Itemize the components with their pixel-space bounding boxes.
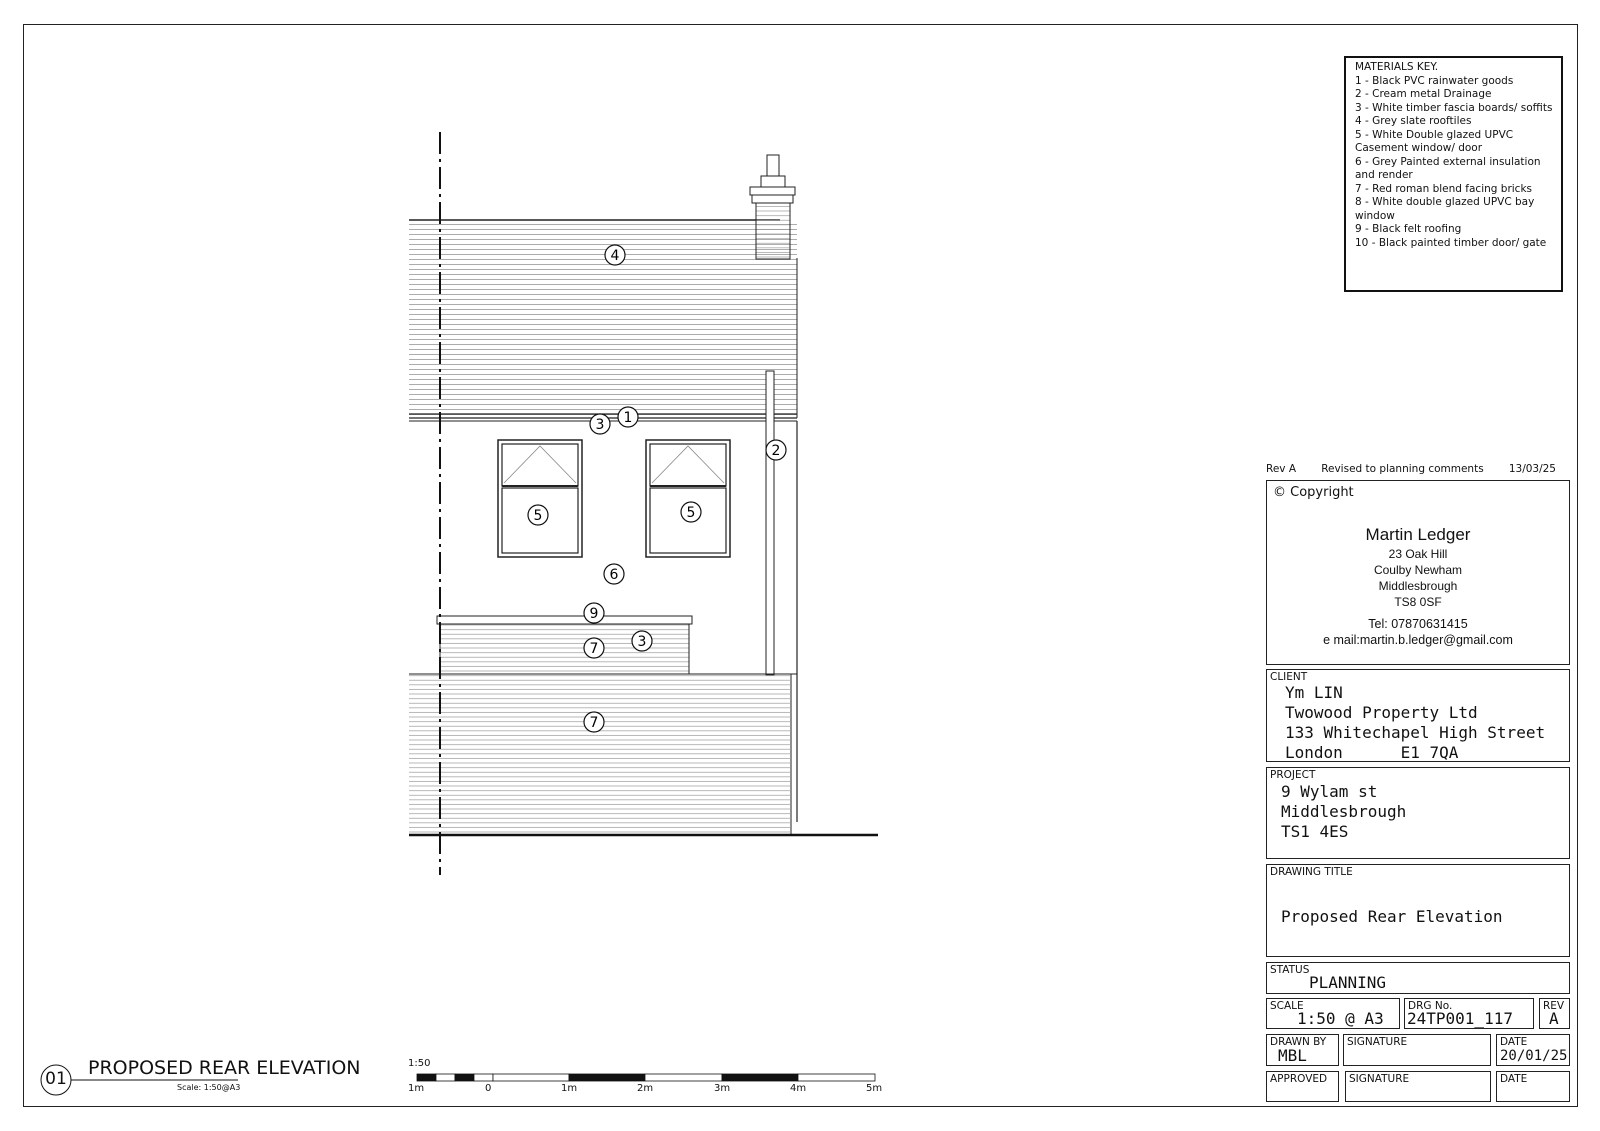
- date-box-1: [1496, 1034, 1570, 1066]
- scale-box: [1266, 998, 1400, 1029]
- scale-value: 1:50 @ A3: [1297, 1009, 1384, 1028]
- window-right: [646, 440, 730, 557]
- drg-no-label: DRG No.: [1408, 1000, 1453, 1012]
- revision-date: 13/03/25: [1508, 463, 1556, 475]
- drawn-by-box: [1266, 1034, 1339, 1066]
- scale-bar-tick-label: 5m: [866, 1083, 883, 1094]
- signature-box-1: [1343, 1034, 1491, 1066]
- materials-key-line: 7 - Red roman blend facing bricks: [1355, 182, 1532, 195]
- date-label-1: DATE: [1500, 1036, 1528, 1048]
- copyright-text: © Copyright: [1273, 485, 1354, 500]
- extension: [437, 616, 692, 674]
- callout-label: 7: [589, 715, 599, 731]
- window-left: [498, 440, 582, 557]
- client-line2: Twowood Property Ltd: [1285, 703, 1478, 722]
- date-value-1: 20/01/25: [1500, 1048, 1568, 1064]
- materials-key-line: 9 - Black felt roofing: [1355, 223, 1462, 235]
- boundary-wall: [409, 674, 797, 835]
- callout-label: 5: [686, 505, 696, 521]
- view-scale-note: Scale: 1:50@A3: [177, 1083, 241, 1092]
- project-label: PROJECT: [1270, 769, 1316, 781]
- architect-box: [1266, 480, 1570, 665]
- architect-address1: 23 Oak Hill: [1388, 547, 1448, 561]
- drg-no-value: 24TP001_117: [1407, 1009, 1513, 1028]
- scale-bar-segment: [493, 1074, 569, 1081]
- rev-label: REV: [1543, 1000, 1565, 1012]
- callout-label: 3: [595, 417, 605, 433]
- architect-address2: Coulby Newham: [1373, 563, 1463, 577]
- callout-label: 9: [589, 606, 599, 622]
- drg-no-box: [1404, 998, 1534, 1029]
- revision-id: Rev A: [1266, 463, 1297, 475]
- date-label-2: DATE: [1500, 1073, 1528, 1085]
- client-line4: London E1 7QA: [1285, 743, 1459, 762]
- status-box: [1266, 962, 1570, 994]
- drawn-by-label: DRAWN BY: [1270, 1036, 1327, 1048]
- materials-key-heading: MATERIALS KEY.: [1355, 61, 1439, 73]
- signature-label-1: SIGNATURE: [1347, 1036, 1408, 1048]
- materials-key-line: 8 - White double glazed UPVC bay: [1355, 196, 1535, 208]
- materials-key-line: 4 - Grey slate rooftiles: [1355, 115, 1472, 127]
- materials-key-line: 3 - White timber fascia boards/ soffits: [1355, 101, 1553, 114]
- approved-box: [1266, 1071, 1339, 1102]
- scale-bar-segment: [455, 1074, 474, 1081]
- project-line3: TS1 4ES: [1281, 822, 1349, 841]
- callout-label: 2: [771, 443, 781, 459]
- materials-key-line: window: [1355, 209, 1395, 222]
- materials-key-line: 6 - Grey Painted external insulation: [1355, 155, 1541, 168]
- signature-box-2: [1345, 1071, 1491, 1102]
- materials-key-line: 10 - Black painted timber door/ gate: [1355, 236, 1547, 249]
- date-box-2: [1496, 1071, 1570, 1102]
- scale-bar-tick-label: 0: [485, 1083, 492, 1094]
- drawing-title-box: [1266, 864, 1570, 957]
- callout-label: 7: [589, 641, 599, 657]
- scale-bar-tick-label: 1m: [408, 1083, 425, 1094]
- architect-postcode: TS8 0SF: [1394, 595, 1442, 609]
- project-box: [1266, 767, 1570, 859]
- view-number: 01: [45, 1069, 67, 1089]
- status-label: STATUS: [1270, 964, 1310, 976]
- scale-bar-segment: [569, 1074, 645, 1081]
- materials-key-line: 1 - Black PVC rainwater goods: [1355, 74, 1514, 87]
- scale-bar-segment: [645, 1074, 722, 1081]
- architect-address3: Middlesbrough: [1378, 579, 1458, 593]
- client-line3: 133 Whitechapel High Street: [1285, 723, 1546, 742]
- drawing-title-value: Proposed Rear Elevation: [1281, 907, 1503, 926]
- scale-bar-segment: [722, 1074, 798, 1081]
- roof-slate: [409, 220, 797, 421]
- client-line1: Ym LIN: [1285, 683, 1343, 702]
- scale-label: SCALE: [1270, 1000, 1304, 1012]
- scale-bar-title: 1:50: [408, 1058, 431, 1069]
- approved-label: APPROVED: [1270, 1073, 1328, 1085]
- chimney: [750, 155, 795, 259]
- scale-bar-tick-label: 1m: [561, 1083, 578, 1094]
- scale-bar-segment: [417, 1074, 436, 1081]
- client-box: [1266, 669, 1570, 762]
- scale-bar-segment: [474, 1074, 493, 1081]
- drawn-by-value: MBL: [1278, 1046, 1307, 1065]
- callout-label: 5: [533, 508, 543, 524]
- project-line2: Middlesbrough: [1281, 802, 1407, 821]
- rev-box: [1539, 998, 1570, 1029]
- materials-key-line: Casement window/ door: [1355, 142, 1483, 154]
- drawing-title-label: DRAWING TITLE: [1270, 866, 1353, 878]
- signature-label-2: SIGNATURE: [1349, 1073, 1410, 1085]
- revision-row: [1266, 463, 1556, 475]
- project-line1: 9 Wylam st: [1281, 782, 1378, 801]
- scale-bar-segment: [798, 1074, 875, 1081]
- architect-email: e mail:martin.b.ledger@gmail.com: [1323, 633, 1513, 647]
- status-value: PLANNING: [1309, 973, 1387, 992]
- scale-bar: [417, 1074, 875, 1081]
- scale-bar-tick-label: 2m: [637, 1083, 654, 1094]
- callout-label: 1: [623, 410, 633, 426]
- scale-bar-segment: [436, 1074, 455, 1081]
- revision-note: Revised to planning comments: [1321, 463, 1484, 475]
- architect-name: Martin Ledger: [1365, 525, 1471, 544]
- callout-label: 4: [610, 248, 620, 264]
- architect-tel: Tel: 07870631415: [1368, 617, 1468, 631]
- materials-key-line: and render: [1355, 169, 1413, 181]
- rev-value: A: [1549, 1009, 1559, 1028]
- materials-key-line: 2 - Cream metal Drainage: [1355, 88, 1492, 100]
- client-label: CLIENT: [1270, 671, 1308, 683]
- scale-bar-tick-label: 4m: [790, 1083, 807, 1094]
- callout-label: 6: [609, 567, 619, 583]
- materials-key-line: 5 - White Double glazed UPVC: [1355, 128, 1514, 141]
- downpipe: [766, 371, 774, 675]
- view-title: PROPOSED REAR ELEVATION: [88, 1057, 361, 1079]
- scale-bar-tick-label: 3m: [714, 1083, 731, 1094]
- callout-label: 3: [637, 634, 647, 650]
- materials-key: [1344, 56, 1563, 292]
